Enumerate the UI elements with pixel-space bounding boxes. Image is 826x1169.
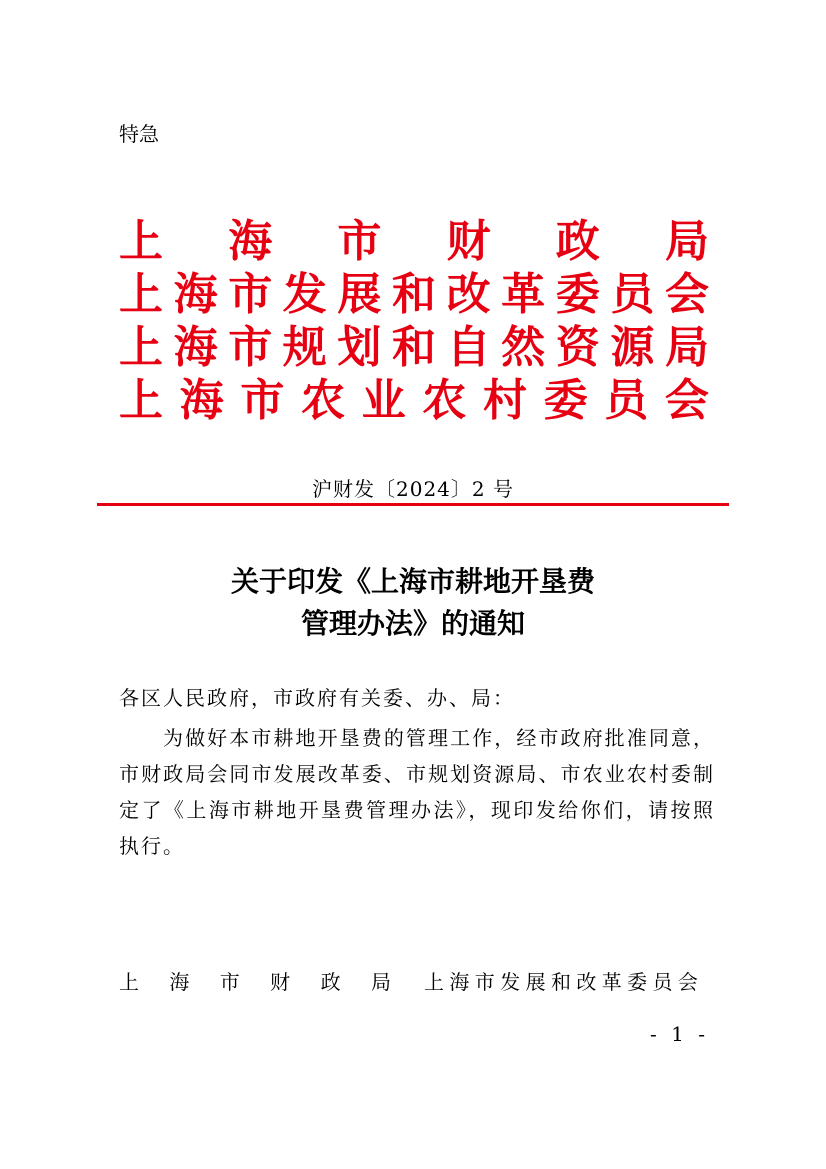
signature-char: 市 — [474, 970, 495, 994]
issuer-char: 和 — [391, 322, 436, 373]
signature-char: 海 — [449, 970, 470, 994]
issuer-char: 上 — [119, 269, 163, 320]
salutation: 各区人民政府，市政府有关委、办、局： — [119, 686, 515, 710]
signature-char: 发 — [500, 970, 521, 994]
issuer-char: 源 — [610, 322, 655, 373]
signature-char: 委 — [627, 970, 648, 994]
issuer-char: 然 — [501, 322, 546, 373]
issuer-char: 海 — [228, 216, 273, 267]
document-number: 沪财发〔2024〕2 号 — [312, 477, 514, 501]
issuer-char: 展 — [337, 269, 382, 320]
issuer-char: 村 — [482, 375, 527, 426]
document-title-line-1: 关于印发《上海市耕地开垦费 — [230, 565, 595, 598]
signature-char: 上 — [424, 970, 444, 994]
issuer-char: 海 — [173, 269, 218, 320]
issuer-char: 局 — [664, 322, 709, 373]
signature-char: 市 — [219, 970, 240, 994]
urgency-label: 特急 — [119, 122, 159, 146]
signature-char: 展 — [525, 970, 546, 994]
issuer-char: 员 — [610, 269, 655, 320]
issuer-char: 自 — [446, 322, 491, 373]
signature-char: 改 — [576, 970, 597, 994]
body-paragraph: 为做好本市耕地开垦费的管理工作，经市政府批准同意，市财政局会同市发展改革委、市规划资源局、市农业农村委制定了《上海市耕地开垦费管理办法》，现印发给你们，请按照执行。 — [119, 726, 715, 858]
issuer-char: 海 — [173, 322, 218, 373]
document-title-line-2: 管理办法》的通知 — [300, 607, 525, 640]
issuer-char: 市 — [228, 269, 273, 320]
signature-char: 海 — [169, 970, 190, 994]
signature-char: 革 — [601, 970, 622, 994]
signature-char: 员 — [652, 970, 673, 994]
issuer-char: 规 — [282, 322, 327, 373]
signature-finance-bureau — [119, 966, 391, 995]
issuer-char: 会 — [664, 375, 709, 426]
issuer-char: 上 — [119, 322, 163, 373]
issuer-char: 财 — [446, 216, 491, 267]
issuer-char: 会 — [664, 269, 709, 320]
issuer-agriculture-rural-commission — [119, 376, 709, 426]
signature-char: 和 — [550, 970, 571, 994]
issuer-char: 划 — [337, 322, 382, 373]
issuer-char: 委 — [555, 269, 600, 320]
issuer-development-reform-commission — [119, 270, 709, 320]
issuer-char: 资 — [555, 322, 600, 373]
signature-char: 会 — [677, 970, 698, 994]
issuer-char: 革 — [501, 269, 546, 320]
issuer-char: 业 — [361, 375, 406, 426]
red-divider-line — [97, 503, 729, 506]
issuer-char: 员 — [604, 375, 649, 426]
issuer-char: 局 — [664, 216, 709, 267]
issuer-char: 海 — [179, 375, 224, 426]
signature-char: 局 — [370, 970, 391, 994]
issuer-char: 政 — [555, 216, 600, 267]
signature-char: 政 — [320, 970, 341, 994]
issuer-char: 上 — [119, 216, 163, 267]
issuer-char: 和 — [391, 269, 436, 320]
signature-char: 财 — [270, 970, 291, 994]
issuer-char: 上 — [119, 375, 163, 426]
signature-char: 上 — [119, 970, 139, 994]
signature-development-reform-commission — [424, 966, 698, 995]
issuer-char: 市 — [228, 322, 273, 373]
issuer-char: 委 — [543, 375, 588, 426]
issuer-char: 农 — [422, 375, 467, 426]
issuer-char: 市 — [240, 375, 285, 426]
issuer-char: 发 — [282, 269, 327, 320]
issuer-char: 市 — [337, 216, 382, 267]
issuer-char: 改 — [446, 269, 491, 320]
issuer-char: 农 — [300, 375, 345, 426]
issuer-planning-resources-bureau — [119, 323, 709, 373]
page-number: - 1 - — [650, 1022, 709, 1046]
issuer-finance-bureau — [119, 217, 709, 267]
